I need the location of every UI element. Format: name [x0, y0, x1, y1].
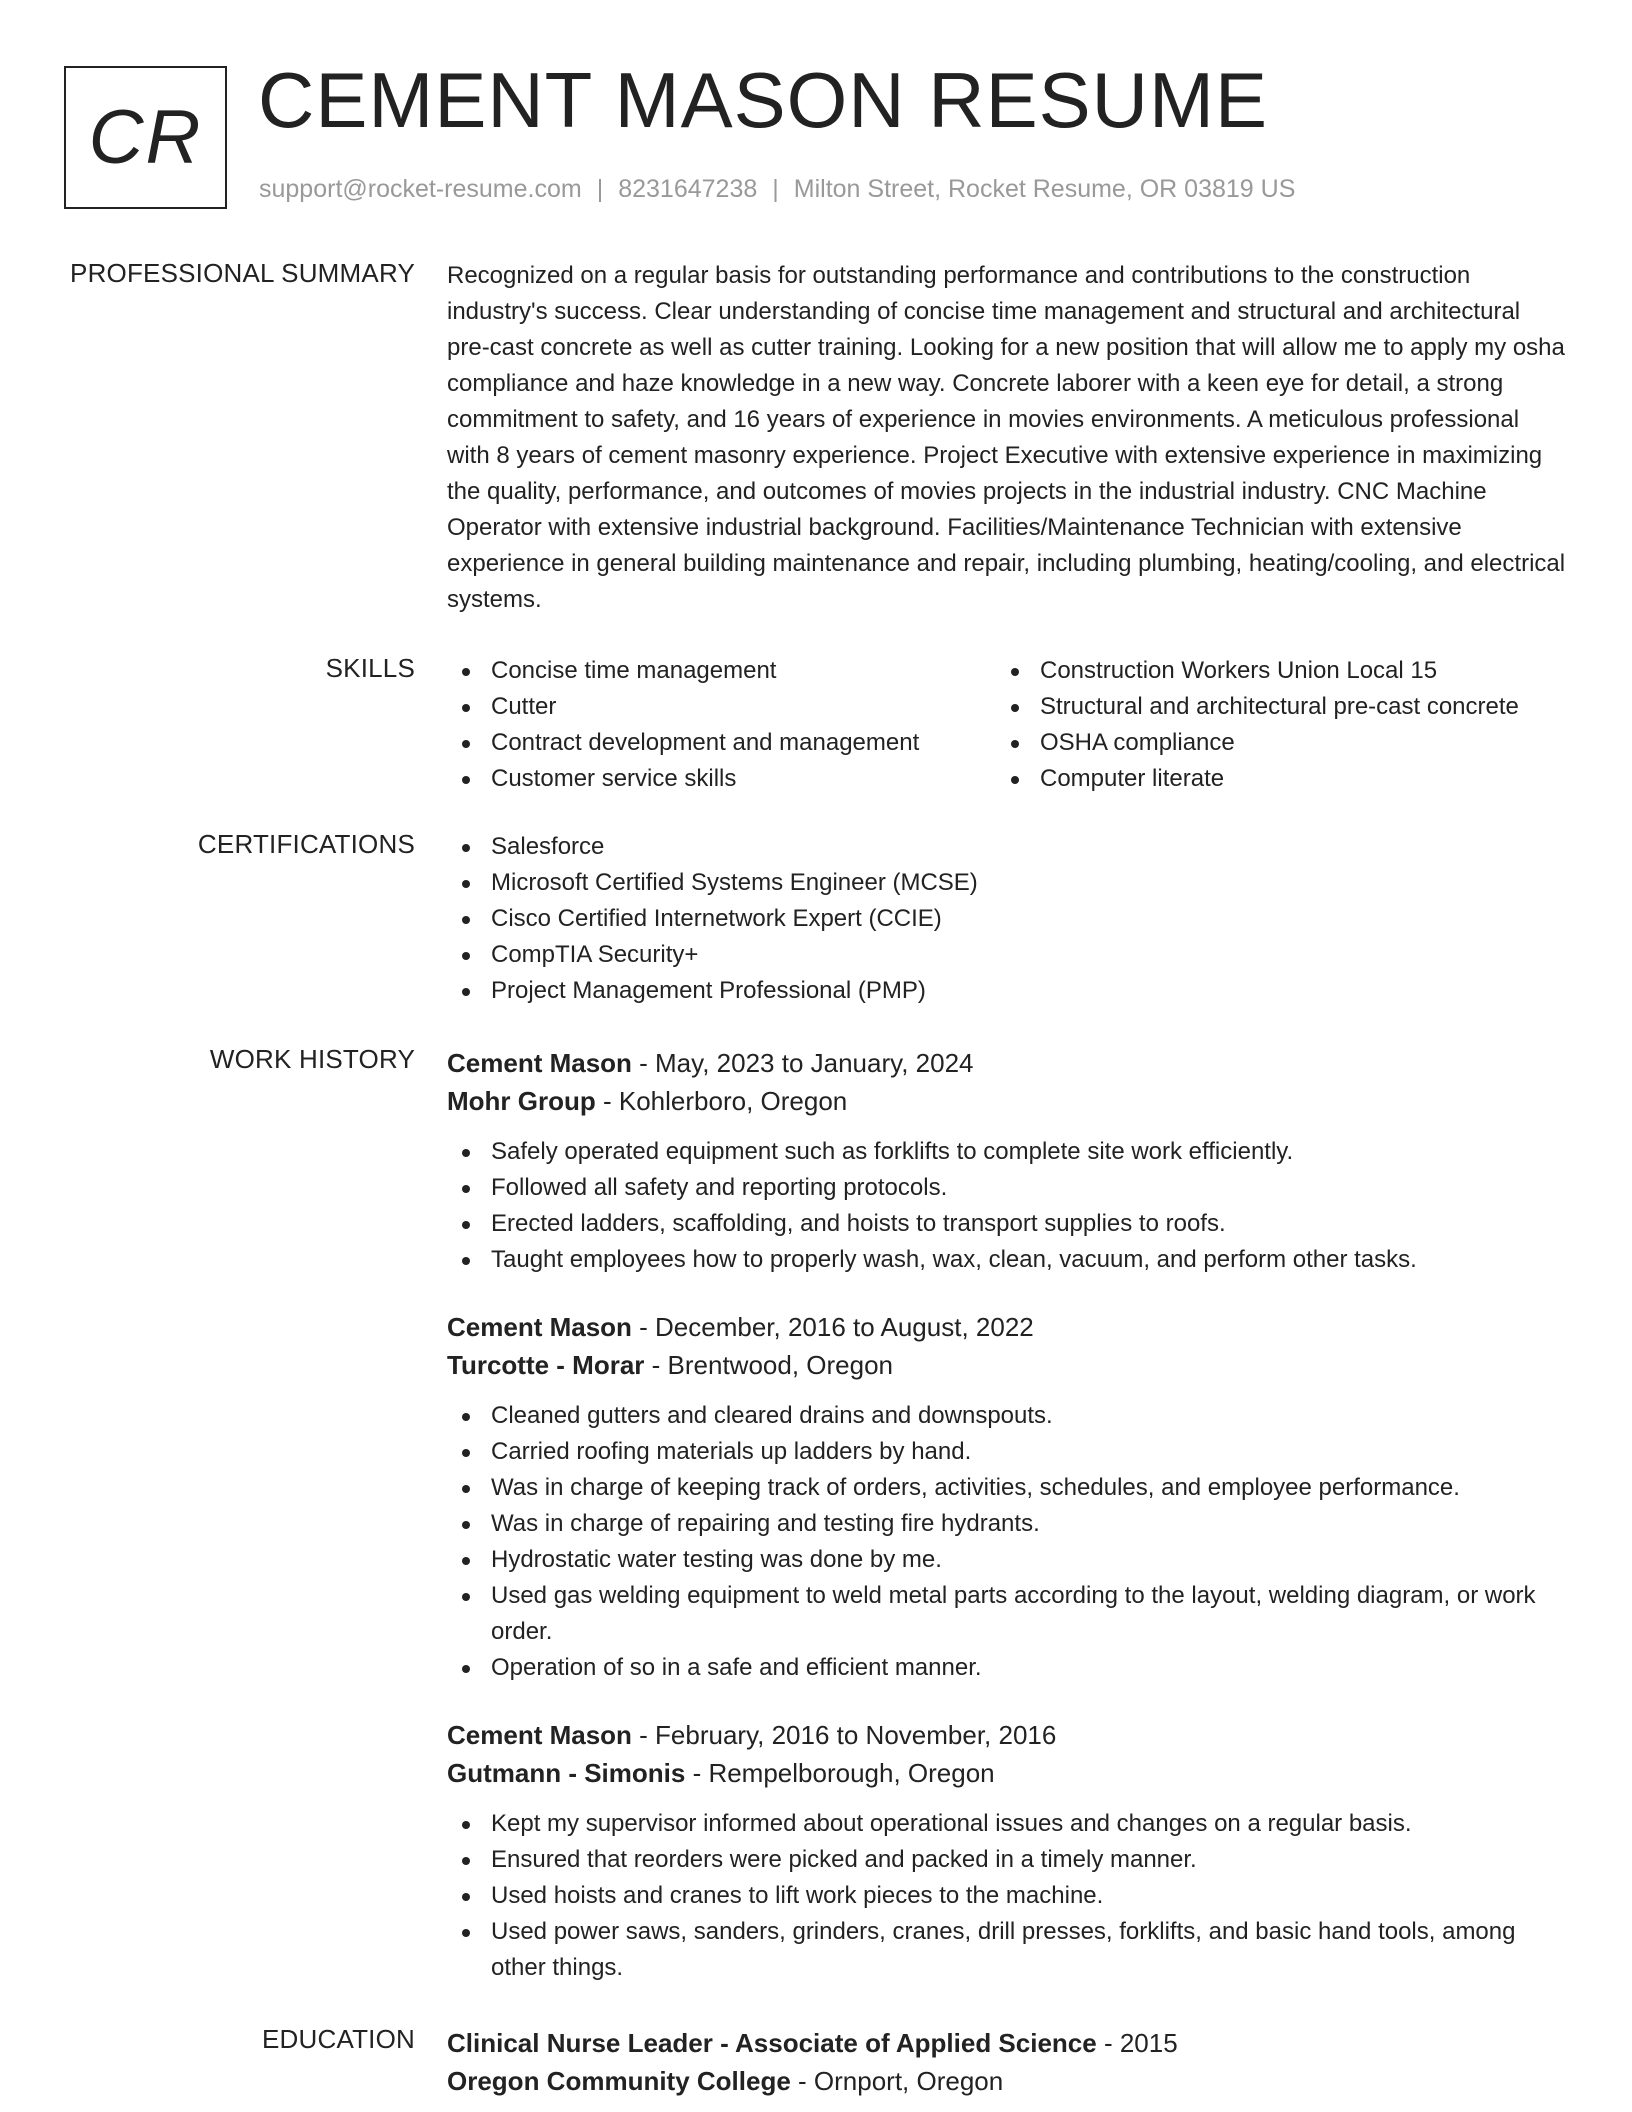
certification-item: Project Management Professional (PMP): [447, 973, 1567, 1009]
job-duty: Taught employees how to properly wash, wax, clean, vacuum, and perform other tasks.: [447, 1242, 1567, 1278]
education-location: - Ornport, Oregon: [790, 2066, 1004, 2096]
skills-list-left: [447, 653, 996, 797]
skill-item: Contract development and management: [447, 725, 996, 761]
job-dates: - December, 2016 to August, 2022: [631, 1312, 1034, 1342]
page-title: CEMENT MASON RESUME: [258, 56, 1268, 144]
job-title: Cement Mason: [447, 1720, 632, 1750]
job-title-line: [447, 1044, 1567, 1082]
job-title-line: [447, 1716, 1567, 1754]
certification-item: Microsoft Certified Systems Engineer (MCSE): [447, 865, 1567, 901]
job-dates: - May, 2023 to January, 2024: [631, 1048, 974, 1078]
job-title: Cement Mason: [447, 1048, 632, 1078]
job-duty: Was in charge of repairing and testing fire hydrants.: [447, 1506, 1567, 1542]
job-company-line: [447, 1082, 1567, 1120]
skill-item: Customer service skills: [447, 761, 996, 797]
education-body: [447, 2024, 1567, 2100]
job-duty: Used hoists and cranes to lift work pieces to the machine.: [447, 1878, 1567, 1914]
skill-item: Structural and architectural pre-cast concrete: [996, 689, 1545, 725]
contact-email: support@rocket-resume.com: [259, 175, 582, 203]
job-location: - Brentwood, Oregon: [644, 1350, 893, 1380]
education-degree-line: [447, 2024, 1567, 2062]
skill-item: Concise time management: [447, 653, 996, 689]
job-duty: Erected ladders, scaffolding, and hoists to transport supplies to roofs.: [447, 1206, 1567, 1242]
job-title-line: [447, 1308, 1567, 1346]
job-duty: Cleaned gutters and cleared drains and downspouts.: [447, 1398, 1567, 1434]
section-label-work-history: WORK HISTORY: [209, 1044, 415, 1074]
summary-text: Recognized on a regular basis for outstanding performance and contributions to the construction industry's success. Clear understanding of concise time management and structural and architectural pre-cast concrete as well as cutter training. Looking for a new position that will allow me to apply my osha compliance and haze knowledge in a new way. Concrete laborer with a keen eye for detail, a strong commitment to safety, and 16 years of experience in movies environments. A meticulous professional with 8 years of cement masonry experience. Project Executive with extensive experience in maximizing the quality, performance, and outcomes of movies projects in the industrial industry. CNC Machine Operator with extensive industrial background. Facilities/Maintenance Technician with extensive experience in general building maintenance and repair, including plumbing, heating/cooling, and electrical systems.: [447, 262, 1566, 613]
section-label-skills: SKILLS: [325, 653, 415, 683]
skill-item: OSHA compliance: [996, 725, 1545, 761]
job-entry: [447, 1716, 1567, 1986]
education-school: Oregon Community College: [447, 2066, 791, 2096]
job-duty: Ensured that reorders were picked and packed in a timely manner.: [447, 1842, 1567, 1878]
job-duty: Was in charge of keeping track of orders, activities, schedules, and employee performance.: [447, 1470, 1567, 1506]
job-duty: Carried roofing materials up ladders by hand.: [447, 1434, 1567, 1470]
skill-item: Computer literate: [996, 761, 1545, 797]
job-company-line: [447, 1346, 1567, 1384]
job-duty: Operation of so in a safe and efficient manner.: [447, 1650, 1567, 1686]
job-company: Gutmann - Simonis: [447, 1758, 686, 1788]
job-title: Cement Mason: [447, 1312, 632, 1342]
job-entry: [447, 1044, 1567, 1278]
work-history-body: [447, 1044, 1567, 2016]
job-duty: Used power saws, sanders, grinders, cranes, drill presses, forklifts, and basic hand tools, among other things.: [447, 1914, 1567, 1986]
certification-item: Cisco Certified Internetwork Expert (CCIE): [447, 901, 1567, 937]
contact-phone: 8231647238: [618, 175, 758, 203]
job-location: - Rempelborough, Oregon: [685, 1758, 995, 1788]
certifications-list: [447, 829, 1567, 1009]
job-duty: Followed all safety and reporting protocols.: [447, 1170, 1567, 1206]
section-label-education: EDUCATION: [262, 2024, 415, 2054]
contact-separator: |: [772, 175, 779, 203]
education-year: - 2015: [1096, 2028, 1178, 2058]
monogram: CR: [64, 66, 227, 209]
certification-item: Salesforce: [447, 829, 1567, 865]
job-duty: Hydrostatic water testing was done by me.: [447, 1542, 1567, 1578]
section-label-certifications: CERTIFICATIONS: [197, 829, 415, 859]
education-degree: Clinical Nurse Leader - Associate of Applied Science: [447, 2028, 1097, 2058]
contact-address: Milton Street, Rocket Resume, OR 03819 US: [793, 175, 1296, 203]
contact-line: [259, 175, 1295, 204]
job-entry: [447, 1308, 1567, 1686]
job-duty: Kept my supervisor informed about operational issues and changes on a regular basis.: [447, 1806, 1567, 1842]
skills-list-right: [996, 653, 1545, 797]
job-duties: [447, 1134, 1567, 1278]
job-company: Mohr Group: [447, 1086, 596, 1116]
certification-item: CompTIA Security+: [447, 937, 1567, 973]
job-company-line: [447, 1754, 1567, 1792]
education-school-line: [447, 2062, 1567, 2100]
job-duty: Safely operated equipment such as forklifts to complete site work efficiently.: [447, 1134, 1567, 1170]
job-dates: - February, 2016 to November, 2016: [631, 1720, 1057, 1750]
skill-item: Cutter: [447, 689, 996, 725]
job-company: Turcotte - Morar: [447, 1350, 645, 1380]
job-duties: [447, 1398, 1567, 1686]
job-location: - Kohlerboro, Oregon: [595, 1086, 848, 1116]
section-label-summary: PROFESSIONAL SUMMARY: [70, 258, 415, 288]
contact-separator: |: [596, 175, 604, 203]
job-duty: Used gas welding equipment to weld metal parts according to the layout, welding diagram, or work order.: [447, 1578, 1567, 1650]
skill-item: Construction Workers Union Local 15: [996, 653, 1545, 689]
job-duties: [447, 1806, 1567, 1986]
